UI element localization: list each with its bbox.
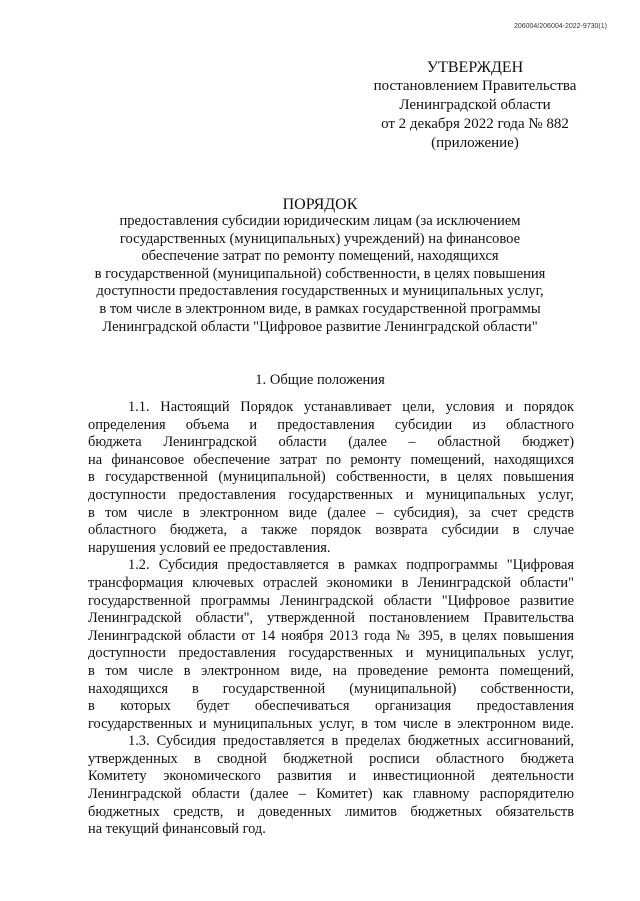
subtitle-line: обеспечение затрат по ремонту помещений, находящихся bbox=[141, 248, 499, 265]
body-line: 1.1. Настоящий Порядок устанавливает цели, условия и порядок bbox=[128, 399, 574, 415]
subtitle-line: государственных (муниципальных) учреждений) на финансовое bbox=[119, 230, 521, 247]
document-body bbox=[88, 399, 574, 839]
body-line: областного бюджета, а также порядок возврата субсидии в случае bbox=[88, 522, 574, 539]
subtitle-line: в том числе в электронном виде, в рамках государственной программы bbox=[99, 300, 541, 317]
document-subtitle bbox=[60, 213, 580, 336]
subtitle-line: предоставления субсидии юридическим лицам (за исключением bbox=[119, 213, 521, 229]
body-line: 1.3. Субсидия предоставляется в пределах бюджетных ассигнований, bbox=[128, 733, 574, 750]
subtitle-line: доступности предоставления государственных и муниципальных услуг, bbox=[96, 283, 544, 300]
body-line: в том числе в электронном виде, на проведение ремонта помещений, bbox=[88, 662, 574, 679]
body-line: доступности предоставления государственных и муниципальных услуг, bbox=[88, 645, 574, 662]
approval-line: (приложение) bbox=[431, 135, 519, 151]
document-title: ПОРЯДОК bbox=[282, 196, 358, 213]
body-line: на текущий финансовый год. bbox=[88, 821, 266, 838]
body-line: государственной программы Ленинградской области "Цифровое развитие bbox=[88, 592, 574, 609]
body-line: бюджета Ленинградской области (далее – областной бюджет) bbox=[88, 434, 574, 451]
body-line: Комитету экономического развития и инвестиционной деятельности bbox=[88, 768, 574, 785]
body-line: в государственной (муниципальной) собственности, в целях повышения bbox=[88, 469, 574, 486]
body-line: в которых будет обеспечиваться организация предоставления bbox=[88, 698, 574, 715]
body-line: Ленинградской области от 14 ноября 2013 года № 395, в целях повышения bbox=[88, 627, 574, 644]
section-heading: 1. Общие положения bbox=[255, 372, 385, 388]
body-line: трансформация ключевых отраслей экономики в Ленинградской области" bbox=[88, 574, 574, 591]
approval-line: от 2 декабря 2022 года № 882 bbox=[381, 116, 569, 132]
approval-line: Ленинградской области bbox=[399, 97, 551, 113]
body-line: определения объема и предоставления субсидии из областного bbox=[88, 416, 574, 433]
document-code: 206004/206004-2022-9730(1) bbox=[513, 23, 607, 30]
approval-line: постановлением Правительства bbox=[373, 78, 577, 94]
body-line: в том числе в электронном виде (далее – субсидия), за счет средств bbox=[88, 504, 574, 521]
approval-stamp bbox=[360, 58, 590, 153]
body-line: Ленинградской области (далее – Комитет) как главному распорядителю bbox=[88, 786, 574, 803]
subtitle-line: Ленинградской области "Цифровое развитие Ленинградской области" bbox=[102, 318, 538, 335]
body-line: утвержденных в сводной бюджетной росписи областного бюджета bbox=[88, 750, 574, 767]
body-line: бюджетных средств, и доведенных лимитов бюджетных обязательств bbox=[88, 803, 574, 820]
body-line: доступности предоставления государственных и муниципальных услуг, bbox=[88, 486, 574, 503]
body-line: Ленинградской области", утвержденной постановлением Правительства bbox=[88, 610, 574, 627]
subtitle-line: в государственной (муниципальной) собственности, в целях повышения bbox=[94, 265, 546, 282]
body-line: 1.2. Субсидия предоставляется в рамках подпрограммы "Цифровая bbox=[128, 557, 574, 574]
body-line: находящихся в государственной (муниципальной) собственности, bbox=[88, 680, 574, 697]
body-line: на финансовое обеспечение затрат по ремонту помещений, находящихся bbox=[88, 451, 574, 468]
approval-line: УТВЕРЖДЕН bbox=[426, 59, 524, 76]
body-line: государственных и муниципальных услуг, в том числе в электронном виде. bbox=[88, 715, 574, 732]
body-line: нарушения условий ее предоставления. bbox=[88, 539, 331, 556]
